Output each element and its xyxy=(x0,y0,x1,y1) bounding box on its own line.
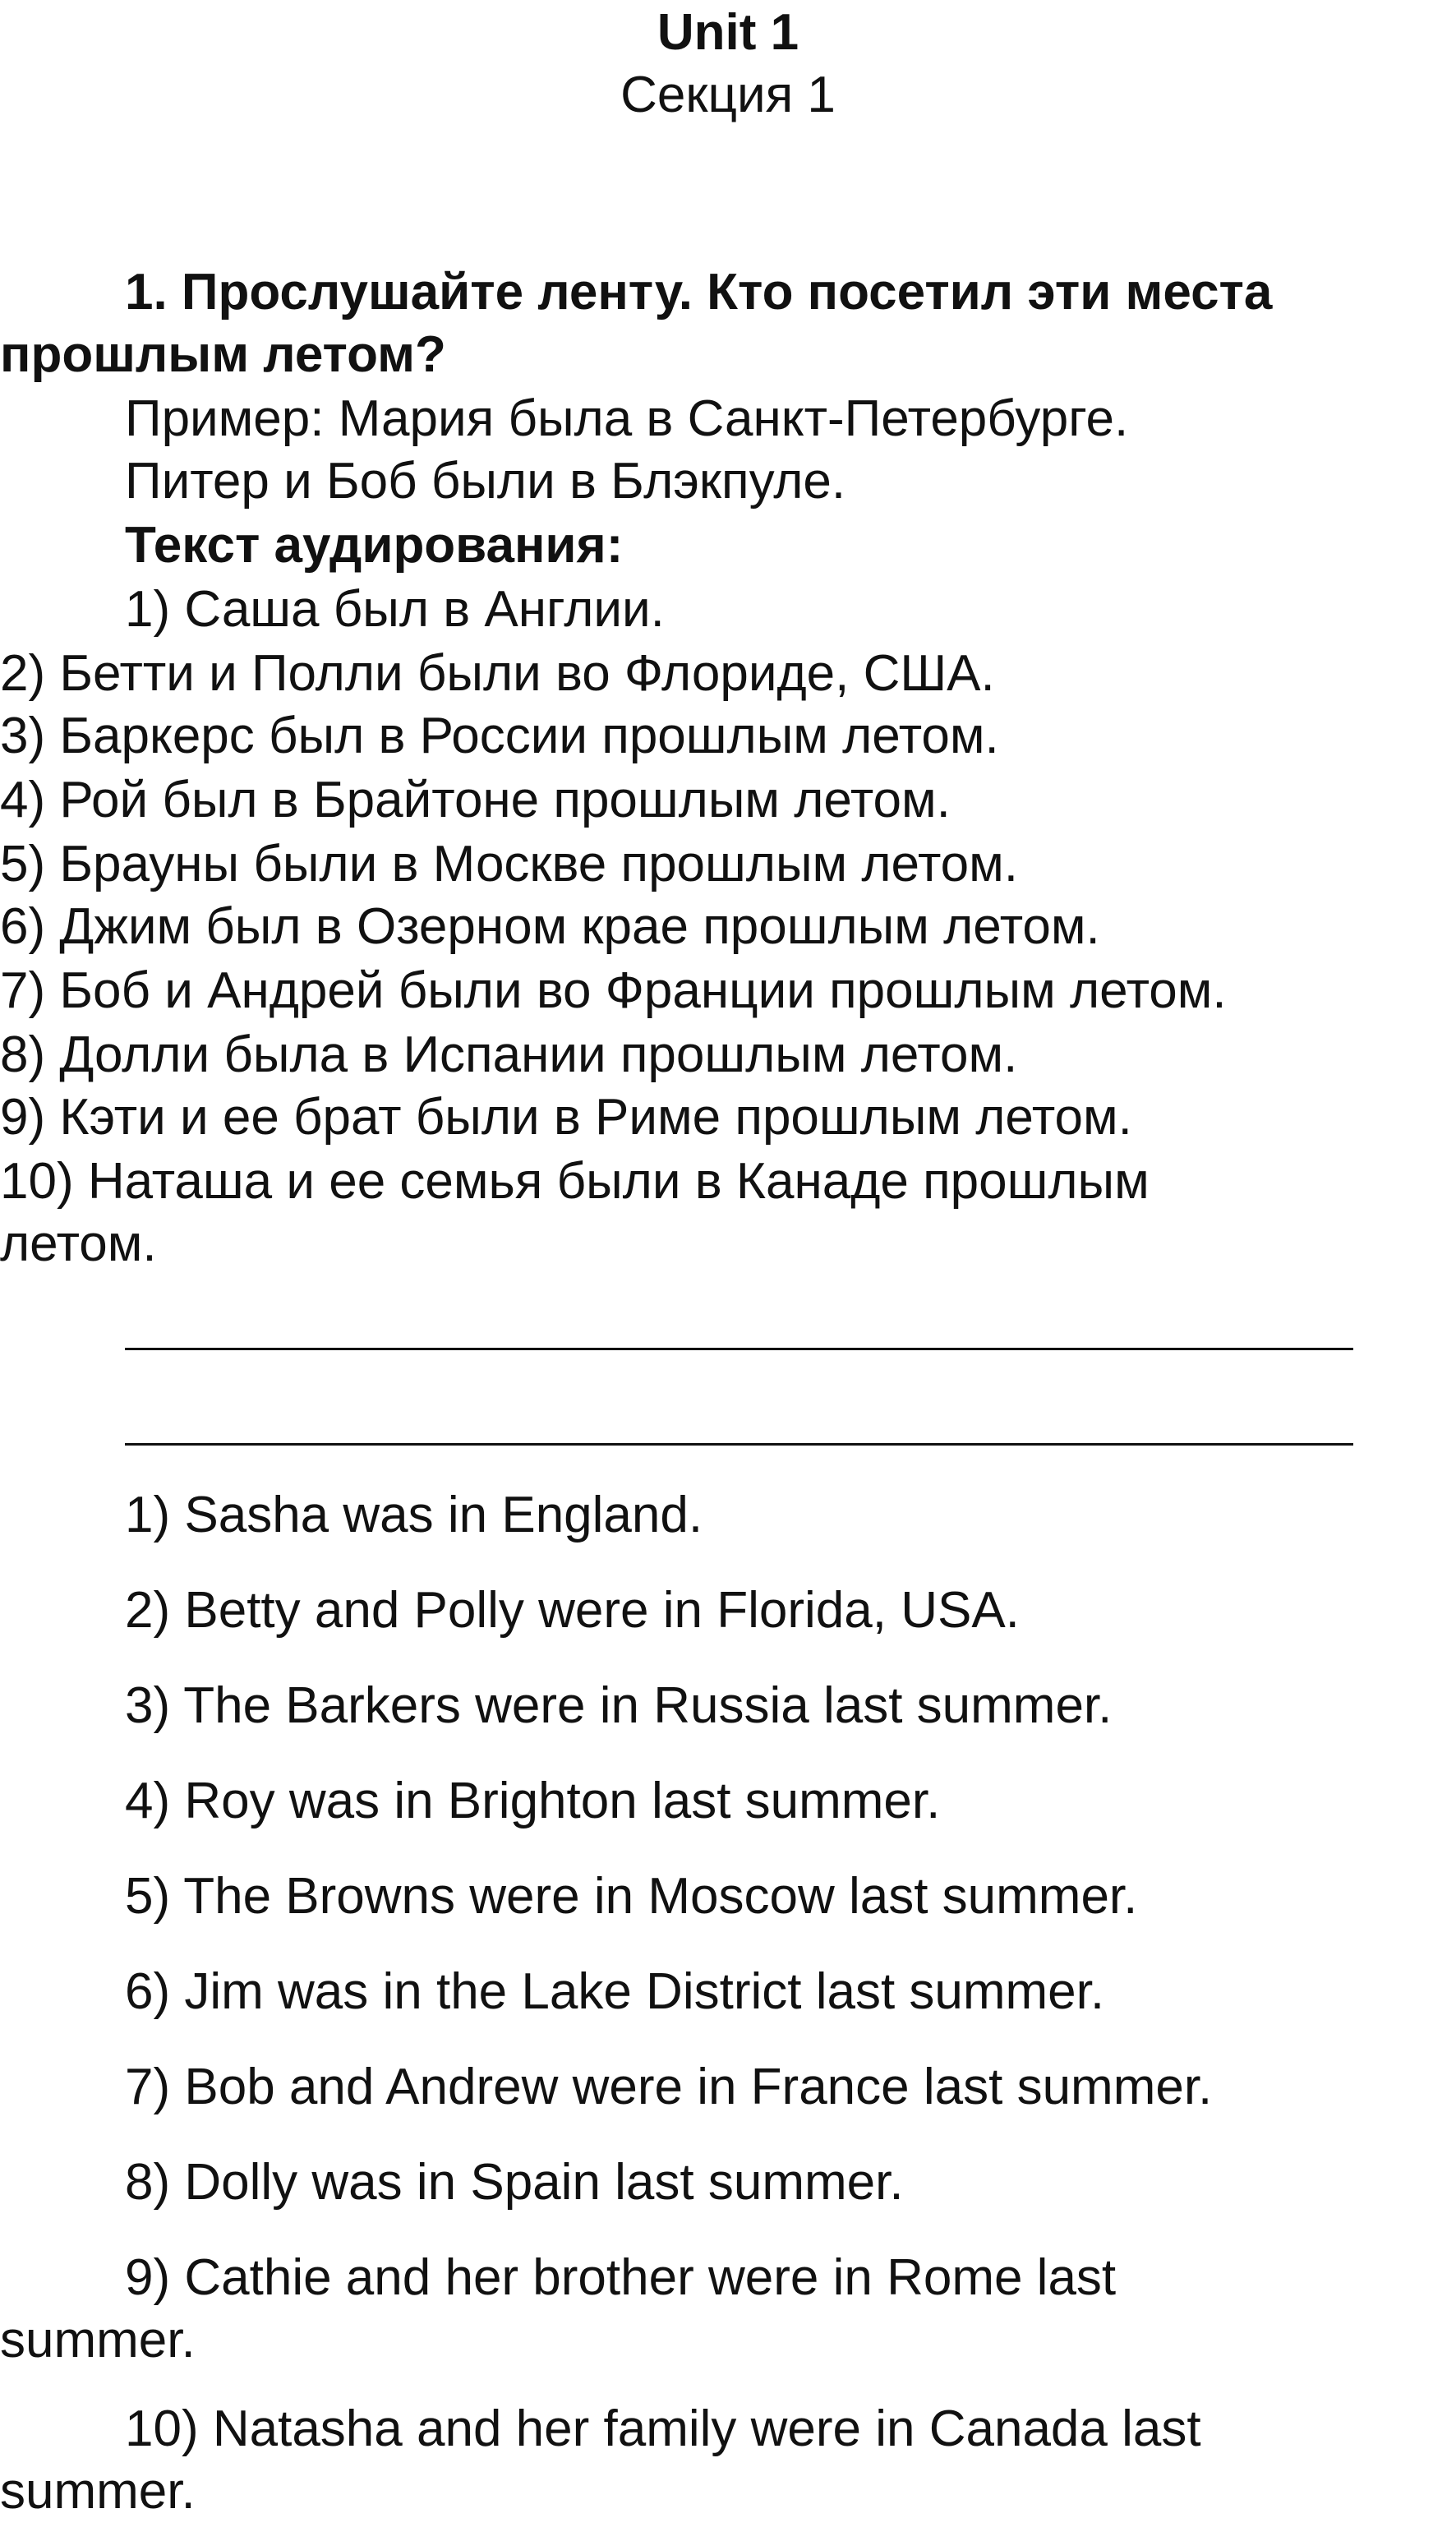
russian-item: 7) Боб и Андрей были во Франции прошлым летом. xyxy=(0,962,1227,1019)
russian-item: 2) Бетти и Полли были во Флориде, США. xyxy=(0,645,995,702)
russian-item: 1) Саша был в Англии. xyxy=(125,581,665,638)
answer-item: 3) The Barkers were in Russia last summer. xyxy=(125,1677,1113,1734)
example-line1: Пример: Мария была в Санкт-Петербурге. xyxy=(125,390,1129,447)
answer-item: 2) Betty and Polly were in Florida, USA. xyxy=(125,1582,1020,1639)
answer-item: 4) Roy was in Brighton last summer. xyxy=(125,1773,941,1829)
answer-item: 8) Dolly was in Spain last summer. xyxy=(125,2154,904,2211)
russian-item: летом. xyxy=(0,1215,157,1272)
russian-item: 5) Брауны были в Москве прошлым летом. xyxy=(0,836,1019,892)
answer-item: 5) The Browns were in Moscow last summer. xyxy=(125,1868,1138,1925)
answer-item: summer. xyxy=(0,2312,196,2368)
listening-text-label: Текст аудирования: xyxy=(125,517,624,574)
answer-item: 1) Sasha was in England. xyxy=(125,1487,703,1543)
russian-item: 8) Долли была в Испании прошлым летом. xyxy=(0,1026,1018,1083)
task-heading-line1: 1. Прослушайте ленту. Кто посетил эти места xyxy=(125,264,1273,321)
answer-item: 10) Natasha and her family were in Canada last xyxy=(125,2400,1201,2457)
answer-divider-line xyxy=(125,1443,1353,1446)
russian-item: 9) Кэти и ее брат были в Риме прошлым летом. xyxy=(0,1089,1132,1146)
answer-item: 7) Bob and Andrew were in France last summer. xyxy=(125,2059,1213,2115)
section-title: Секция 1 xyxy=(620,67,836,123)
answer-divider-line xyxy=(125,1348,1353,1350)
answer-item: summer. xyxy=(0,2463,196,2520)
answer-item: 9) Cathie and her brother were in Rome last xyxy=(125,2249,1117,2306)
russian-item: 6) Джим был в Озерном крае прошлым летом. xyxy=(0,898,1100,955)
example-line2: Питер и Боб были в Блэкпуле. xyxy=(125,453,846,510)
russian-item: 10) Наташа и ее семья были в Канаде прошлым xyxy=(0,1153,1150,1210)
russian-item: 4) Рой был в Брайтоне прошлым летом. xyxy=(0,772,951,828)
task-heading-line2: прошлым летом? xyxy=(0,326,446,383)
unit-title: Unit 1 xyxy=(657,4,799,61)
russian-item: 3) Баркерс был в России прошлым летом. xyxy=(0,708,999,764)
answer-item: 6) Jim was in the Lake District last summer. xyxy=(125,1963,1105,2020)
